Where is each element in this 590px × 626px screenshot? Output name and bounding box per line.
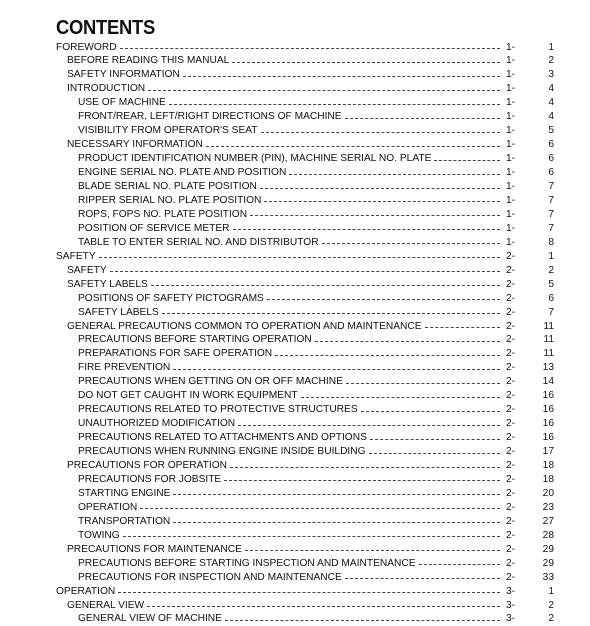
toc-entry-label: SAFETY xyxy=(56,250,96,262)
toc-entry-label: NECESSARY INFORMATION xyxy=(67,139,203,151)
toc-entry[interactable] xyxy=(56,249,554,263)
toc-entry[interactable] xyxy=(67,598,554,612)
toc-entry-label: PRECAUTIONS BEFORE STARTING OPERATION xyxy=(78,334,312,346)
toc-entry[interactable] xyxy=(78,417,554,431)
toc-entry[interactable] xyxy=(56,40,554,54)
toc-entry-label: FOREWORD xyxy=(56,41,117,53)
toc-entry-page: 13 xyxy=(542,362,554,374)
toc-entry-label: PRECAUTIONS RELATED TO PROTECTIVE STRUCTURES xyxy=(78,404,358,416)
toc-entry[interactable] xyxy=(78,612,554,626)
toc-entry-page: 2 xyxy=(548,599,554,611)
toc-entry[interactable] xyxy=(78,500,554,514)
toc-entry-page: 1 xyxy=(548,41,554,53)
toc-entry-label: SAFETY LABELS xyxy=(67,278,148,290)
toc-entry[interactable] xyxy=(67,138,554,152)
toc-entry-section: 2- xyxy=(506,320,516,332)
toc-entry-page: 2 xyxy=(548,613,554,625)
toc-entry[interactable] xyxy=(78,166,554,180)
toc-entry-label: PRECAUTIONS FOR JOBSITE xyxy=(78,473,222,485)
toc-entry[interactable] xyxy=(78,347,554,361)
dotted-leader xyxy=(425,326,500,328)
dotted-leader xyxy=(232,61,500,63)
page-title: CONTENTS xyxy=(56,17,156,39)
toc-entry-section: 1- xyxy=(506,111,516,123)
toc-entry-page: 23 xyxy=(542,501,554,513)
toc-entry-section: 2- xyxy=(506,473,516,485)
toc-entry-label: UNAUTHORIZED MODIFICATION xyxy=(78,418,236,430)
toc-entry[interactable] xyxy=(78,124,554,138)
toc-entry-label: TABLE TO ENTER SERIAL NO. AND DISTRIBUTOR xyxy=(78,236,319,248)
toc-entry-label: POSITION OF SERVICE METER xyxy=(78,222,230,234)
toc-entry-label: TRANSPORTATION xyxy=(78,515,171,527)
toc-entry-label: PRODUCT IDENTIFICATION NUMBER (PIN), MACHINE SERIAL NO. PLATE xyxy=(78,153,432,165)
toc-entry-label: PRECAUTIONS WHEN GETTING ON OR OFF MACHINE xyxy=(78,376,343,388)
dotted-leader xyxy=(238,424,500,426)
toc-entry[interactable] xyxy=(78,221,554,235)
toc-entry-page: 16 xyxy=(542,404,554,416)
toc-entry-label: BEFORE READING THIS MANUAL xyxy=(67,55,230,67)
toc-entry-section: 3- xyxy=(506,599,516,611)
toc-entry-section: 1- xyxy=(506,222,516,234)
toc-entry-section: 2- xyxy=(506,487,516,499)
dotted-leader xyxy=(245,549,500,551)
toc-entry-label: OPERATION xyxy=(78,501,138,513)
dotted-leader xyxy=(264,200,500,202)
toc-entry[interactable] xyxy=(78,486,554,500)
toc-entry-label: GENERAL PRECAUTIONS COMMON TO OPERATION AND MAINTENANCE xyxy=(67,320,422,332)
toc-entry[interactable] xyxy=(78,375,554,389)
toc-entry[interactable] xyxy=(78,514,554,528)
dotted-leader xyxy=(169,103,500,105)
toc-entry-section: 2- xyxy=(506,278,516,290)
toc-entry-section: 2- xyxy=(506,264,516,276)
toc-entry-label: OPERATION xyxy=(56,585,116,597)
toc-entry-label: FIRE PREVENTION xyxy=(78,362,171,374)
toc-entry-label: PRECAUTIONS BEFORE STARTING INSPECTION AND MAINTENANCE xyxy=(78,557,416,569)
toc-entry-page: 16 xyxy=(542,432,554,444)
toc-entry-page: 14 xyxy=(542,376,554,388)
toc-entry-section: 2- xyxy=(506,376,516,388)
toc-entry-section: 2- xyxy=(506,446,516,458)
toc-entry[interactable] xyxy=(78,193,554,207)
dotted-leader xyxy=(173,521,500,523)
dotted-leader xyxy=(173,368,500,370)
toc-entry[interactable] xyxy=(78,431,554,445)
toc-entry-section: 2- xyxy=(506,432,516,444)
toc-entry-page: 20 xyxy=(542,487,554,499)
toc-entry[interactable] xyxy=(78,110,554,124)
dotted-leader xyxy=(140,507,500,509)
toc-entry[interactable] xyxy=(78,152,554,166)
toc-entry[interactable] xyxy=(78,528,554,542)
toc-entry-label: ENGINE SERIAL NO. PLATE AND POSITION xyxy=(78,167,287,179)
dotted-leader xyxy=(261,131,500,133)
toc-entry-page: 33 xyxy=(542,571,554,583)
toc-entry-label: BLADE SERIAL NO. PLATE POSITION xyxy=(78,181,257,192)
toc-entry[interactable] xyxy=(67,263,554,277)
toc-entry-label: SAFETY LABELS xyxy=(78,306,159,318)
toc-entry-label: DO NOT GET CAUGHT IN WORK EQUIPMENT xyxy=(78,390,298,402)
toc-entry[interactable] xyxy=(56,584,554,598)
toc-entry-page: 6 xyxy=(548,292,554,304)
toc-entry[interactable] xyxy=(67,54,554,68)
toc-entry-section: 2- xyxy=(506,571,516,583)
toc-entry-section: 2- xyxy=(506,460,516,471)
toc-entry-page: 27 xyxy=(542,515,554,527)
toc-entry-section: 3- xyxy=(506,613,516,625)
toc-entry[interactable] xyxy=(78,389,554,403)
toc-entry-section: 2- xyxy=(506,557,516,569)
toc-entry-page: 1 xyxy=(548,585,554,597)
toc-entry-section: 1- xyxy=(506,167,516,179)
dotted-leader xyxy=(346,382,500,384)
toc-entry-page: 16 xyxy=(542,390,554,402)
toc-entry-page: 18 xyxy=(542,460,554,471)
dotted-leader xyxy=(345,117,500,119)
toc-entry[interactable] xyxy=(78,556,554,570)
toc-entry[interactable] xyxy=(78,472,554,486)
toc-entry-section: 2- xyxy=(506,362,516,374)
toc-entry-section: 1- xyxy=(506,236,516,248)
toc-entry-section: 1- xyxy=(506,181,516,192)
dotted-leader xyxy=(260,187,500,189)
toc-entry-section: 1- xyxy=(506,139,516,151)
toc-entry[interactable] xyxy=(78,180,554,194)
dotted-leader xyxy=(361,410,500,412)
dotted-leader xyxy=(123,535,500,537)
toc-entry[interactable] xyxy=(78,333,554,347)
toc-entry-label: PREPARATIONS FOR SAFE OPERATION xyxy=(78,348,273,360)
toc-entry-section: 1- xyxy=(506,97,516,109)
toc-entry-section: 2- xyxy=(506,501,516,513)
toc-entry-label: PRECAUTIONS FOR INSPECTION AND MAINTENANCE xyxy=(78,571,342,583)
toc-entry-label: PRECAUTIONS RELATED TO ATTACHMENTS AND OPTIONS xyxy=(78,432,367,444)
toc-entry-label: TOWING xyxy=(78,529,120,541)
toc-entry-label: STARTING ENGINE xyxy=(78,487,171,499)
dotted-leader xyxy=(322,242,500,244)
toc-entry-label: GENERAL VIEW xyxy=(67,599,145,611)
toc-entry-page: 8 xyxy=(548,236,554,248)
toc-entry[interactable] xyxy=(67,319,554,333)
dotted-leader xyxy=(370,438,500,440)
toc-entry-page: 5 xyxy=(548,125,554,137)
toc-entry-section: 2- xyxy=(506,390,516,402)
toc-entry[interactable] xyxy=(78,403,554,417)
dotted-leader xyxy=(301,396,500,398)
toc-entry-section: 1- xyxy=(506,83,516,95)
toc-entry-section: 2- xyxy=(506,306,516,318)
toc-entry-page: 18 xyxy=(542,473,554,485)
toc-entry-label: SAFETY INFORMATION xyxy=(67,69,180,81)
toc-entry[interactable] xyxy=(78,445,554,459)
toc-entry-page: 2 xyxy=(548,264,554,276)
toc-entry-label: PRECAUTIONS FOR MAINTENANCE xyxy=(67,543,242,555)
toc-entry-section: 1- xyxy=(506,208,516,220)
toc-entry-page: 4 xyxy=(548,111,554,123)
toc-entry-label: USE OF MACHINE xyxy=(78,97,166,109)
toc-entry-page: 29 xyxy=(542,543,554,555)
toc-entry-page: 16 xyxy=(542,418,554,430)
dotted-leader xyxy=(224,479,500,481)
toc-entry-label: PRECAUTIONS WHEN RUNNING ENGINE INSIDE BUILDING xyxy=(78,446,366,458)
dotted-leader xyxy=(250,214,500,216)
toc-entry-page: 17 xyxy=(542,446,554,458)
dotted-leader xyxy=(99,256,500,258)
toc-entry-section: 1- xyxy=(506,55,516,67)
toc-entry-section: 2- xyxy=(506,515,516,527)
dotted-leader xyxy=(173,493,500,495)
toc-entry-section: 2- xyxy=(506,250,516,262)
toc-entry-label: ROPS, FOPS NO. PLATE POSITION xyxy=(78,208,248,220)
dotted-leader xyxy=(118,591,500,593)
toc-entry-label: PRECAUTIONS FOR OPERATION xyxy=(67,460,227,471)
toc-entry-page: 7 xyxy=(548,181,554,192)
dotted-leader xyxy=(369,452,500,454)
toc-entry-page: 6 xyxy=(548,139,554,151)
toc-entry-page: 4 xyxy=(548,97,554,109)
toc-entry-section: 2- xyxy=(506,404,516,416)
toc-entry-page: 7 xyxy=(548,194,554,206)
toc-entry-label: VISIBILITY FROM OPERATOR'S SEAT xyxy=(78,125,258,137)
toc-entry-page: 11 xyxy=(543,334,554,346)
toc-entry-label: SAFETY xyxy=(67,264,107,276)
toc-entry-page: 3 xyxy=(548,69,554,81)
toc-entry-label: RIPPER SERIAL NO. PLATE POSITION xyxy=(78,194,262,206)
toc-entry[interactable] xyxy=(67,68,554,82)
dotted-leader xyxy=(110,270,500,272)
toc-entry-label: POSITIONS OF SAFETY PICTOGRAMS xyxy=(78,292,264,304)
toc-entry-section: 2- xyxy=(506,543,516,555)
dotted-leader xyxy=(183,75,500,77)
toc-entry-page: 11 xyxy=(543,320,554,332)
dotted-leader xyxy=(120,47,500,49)
dotted-leader xyxy=(419,563,500,565)
toc-entry[interactable] xyxy=(78,291,554,305)
dotted-leader xyxy=(275,354,500,356)
toc-entry-label: INTRODUCTION xyxy=(67,83,146,95)
dotted-leader xyxy=(162,312,500,314)
toc-entry-page: 28 xyxy=(542,529,554,541)
toc-entry-section: 1- xyxy=(506,153,516,165)
toc-entry[interactable] xyxy=(78,235,554,249)
toc-entry-section: 1- xyxy=(506,69,516,81)
toc-entry-page: 6 xyxy=(548,153,554,165)
dotted-leader xyxy=(206,145,500,147)
toc-entry-section: 1- xyxy=(506,194,516,206)
toc-entry-section: 2- xyxy=(506,529,516,541)
toc-entry-page: 7 xyxy=(548,306,554,318)
dotted-leader xyxy=(315,340,500,342)
dotted-leader xyxy=(233,228,500,230)
toc-entry[interactable] xyxy=(78,207,554,221)
toc-entry-page: 7 xyxy=(548,208,554,220)
toc-entry[interactable] xyxy=(67,459,554,473)
toc-entry-page: 5 xyxy=(548,278,554,290)
toc-entry-page: 2 xyxy=(548,55,554,67)
toc-entry-page: 7 xyxy=(548,222,554,234)
toc-entry-section: 2- xyxy=(506,334,516,346)
toc-entry[interactable] xyxy=(78,96,554,110)
dotted-leader xyxy=(345,577,500,579)
dotted-leader xyxy=(289,173,500,175)
toc-entry-page: 4 xyxy=(548,83,554,95)
dotted-leader xyxy=(151,284,500,286)
toc-entry-page: 6 xyxy=(548,167,554,179)
toc-entry-section: 3- xyxy=(506,585,516,597)
toc-entry-page: 1 xyxy=(548,250,554,262)
toc-entry[interactable] xyxy=(67,82,554,96)
toc-entry[interactable] xyxy=(78,361,554,375)
dotted-leader xyxy=(147,605,500,607)
toc-entry-section: 1- xyxy=(506,41,516,53)
toc-entry-page: 11 xyxy=(543,348,554,360)
toc-entry-section: 2- xyxy=(506,292,516,304)
toc-entry-section: 1- xyxy=(506,125,516,137)
toc-entry-label: GENERAL VIEW OF MACHINE xyxy=(78,613,222,625)
dotted-leader xyxy=(230,466,500,468)
dotted-leader xyxy=(148,89,500,91)
toc-entry-label: FRONT/REAR, LEFT/RIGHT DIRECTIONS OF MACHINE xyxy=(78,111,342,123)
toc-entry[interactable] xyxy=(67,542,554,556)
toc-entry-section: 2- xyxy=(506,418,516,430)
toc-entry[interactable] xyxy=(78,570,554,584)
toc-entry-section: 2- xyxy=(506,348,516,360)
toc-entry[interactable] xyxy=(67,277,554,291)
toc-entry-page: 29 xyxy=(542,557,554,569)
dotted-leader xyxy=(267,298,500,300)
toc-entry[interactable] xyxy=(78,305,554,319)
dotted-leader xyxy=(434,159,500,161)
